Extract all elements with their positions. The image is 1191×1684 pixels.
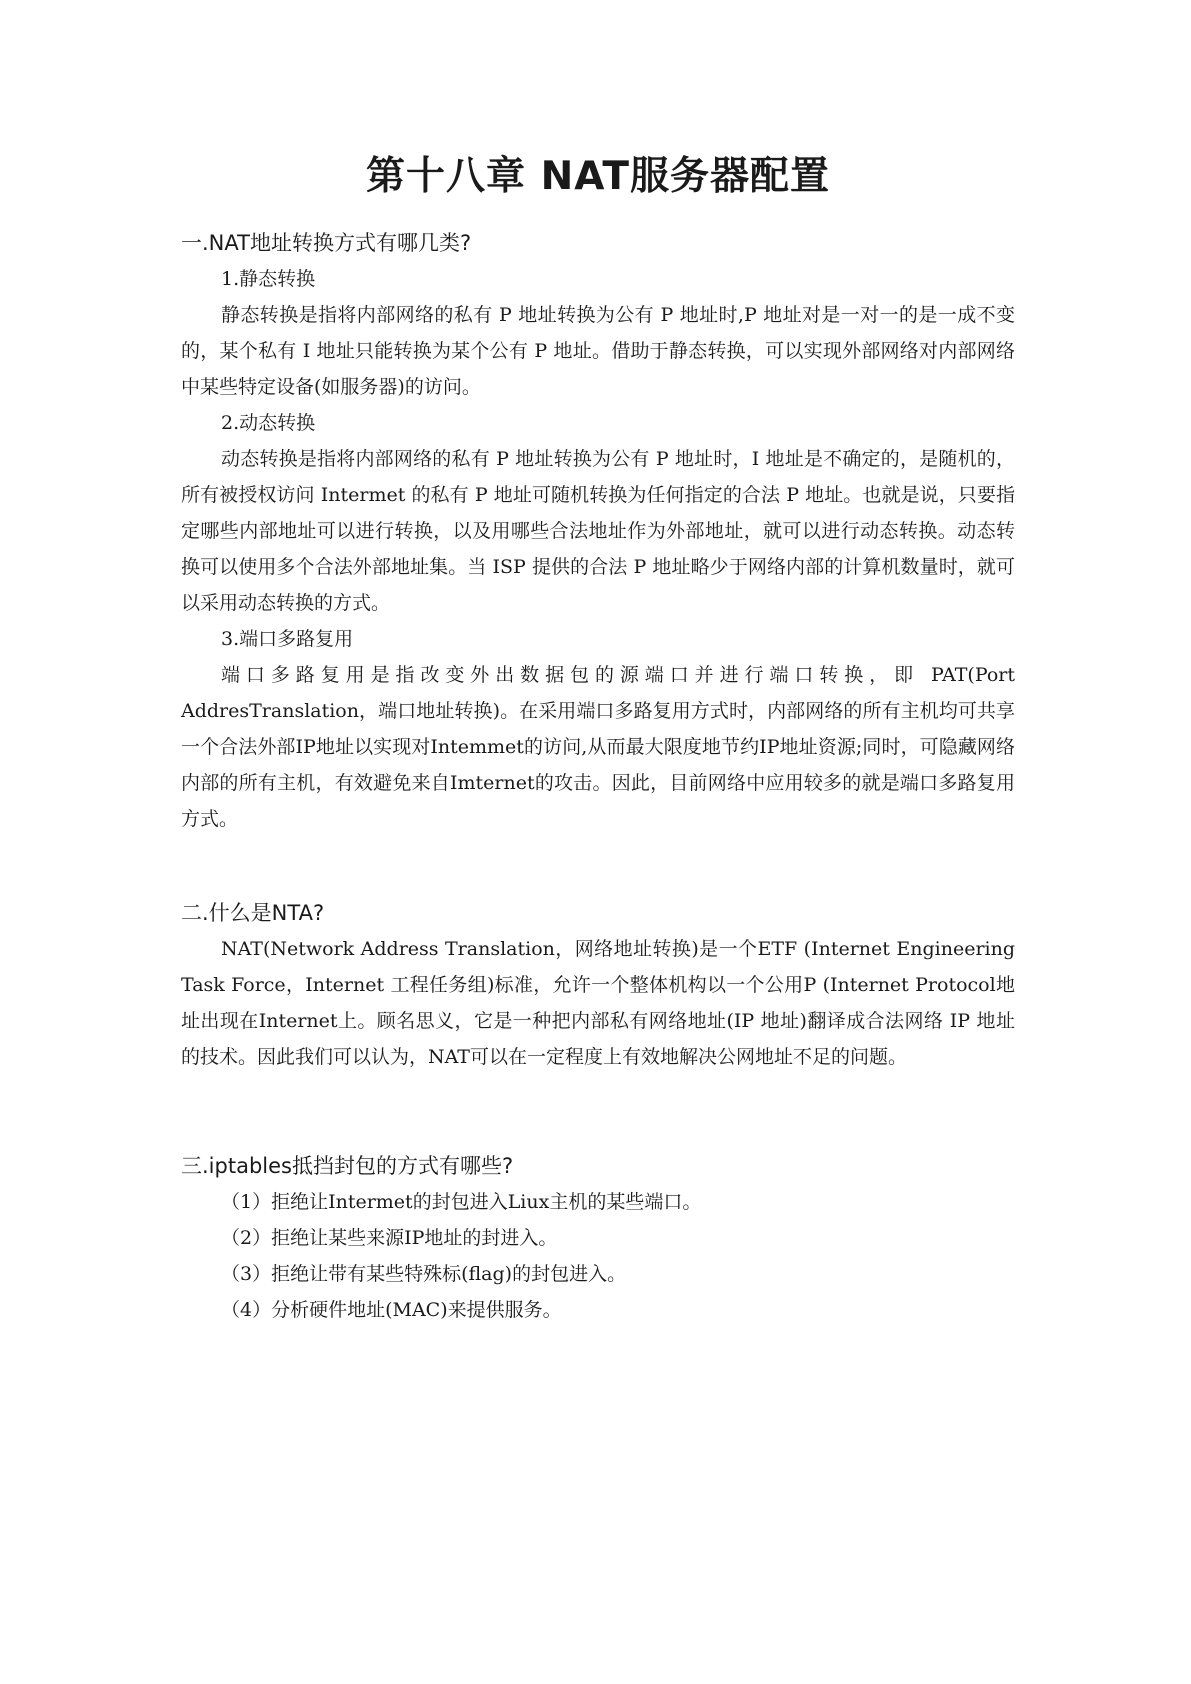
section-heading: 三.iptables抵挡封包的方式有哪些? [181,1154,514,1178]
list-item: （1）拒绝让Intermet的封包进入Liux主机的某些端口。 [221,1191,702,1213]
subheading-pat: 3.端口多路复用 [221,628,354,650]
subheading-static: 1.静态转换 [221,268,316,290]
list-item: （2）拒绝让某些来源IP地址的封进入。 [221,1227,558,1249]
paragraph-nat-definition: NAT(Network Address Translation，网络地址转换)是一个ETF (Internet Engineering Task Force，Internet 工程任务组)标准，允许一个整体机构以一个公用P (Internet Protocol地址出现在Internet上。顾名思义，它是一种把内部私有网络地址(IP 地址)翻译成合法网络 IP 地址的技术。因此我们可以认为，NAT可以在一定程度上有效地解决公网地址不足的问题。 [181,938,1015,1068]
section-iptables [181,1148,1015,1328]
paragraph-pat: 端口多路复用是指改变外出数据包的源端口并进行端口转换，即 PAT(Port AddresTranslation，端口地址转换)。在采用端口多路复用方式时，内部网络的所有主机均可共享一个合法外部IP地址以实现对Intemmet的访问,从而最大限度地节约IP地址资源;同时，可隐藏网络内部的所有主机，有效避免来自Imternet的攻击。因此，目前网络中应用较多的就是端口多路复用方式。 [181,664,1015,830]
section-heading: 二.什么是NTA? [181,901,325,925]
section-heading: 一.NAT地址转换方式有哪几类? [181,231,472,255]
paragraph-static: 静态转换是指将内部网络的私有 P 地址转换为公有 P 地址时,P 地址对是一对一的是一成不变的，某个私有 I 地址只能转换为某个公有 P 地址。借助于静态转换，可以实现外部网络对内部网络中某些特定设备(如服务器)的访问。 [181,304,1015,398]
chapter-title: 第十八章 NAT服务器配置 [366,154,830,199]
paragraph-dynamic: 动态转换是指将内部网络的私有 P 地址转换为公有 P 地址时，I 地址是不确定的，是随机的，所有被授权访问 Intermet 的私有 P 地址可随机转换为任何指定的合法 P 地址。也就是说，只要指定哪些内部地址可以进行转换，以及用哪些合法地址作为外部地址，就可以进行动态转换。动态转换可以使用多个合法外部地址集。当 ISP 提供的合法 P 地址略少于网络内部的计算机数量时，就可以采用动态转换的方式。 [181,448,1015,614]
section-nat-types [181,225,1015,837]
section-what-is-nat [181,895,1015,1075]
subheading-dynamic: 2.动态转换 [221,412,316,434]
list-item: （4）分析硬件地址(MAC)来提供服务。 [221,1299,562,1321]
list-item: （3）拒绝让带有某些特殊标(flag)的封包进入。 [221,1263,627,1285]
